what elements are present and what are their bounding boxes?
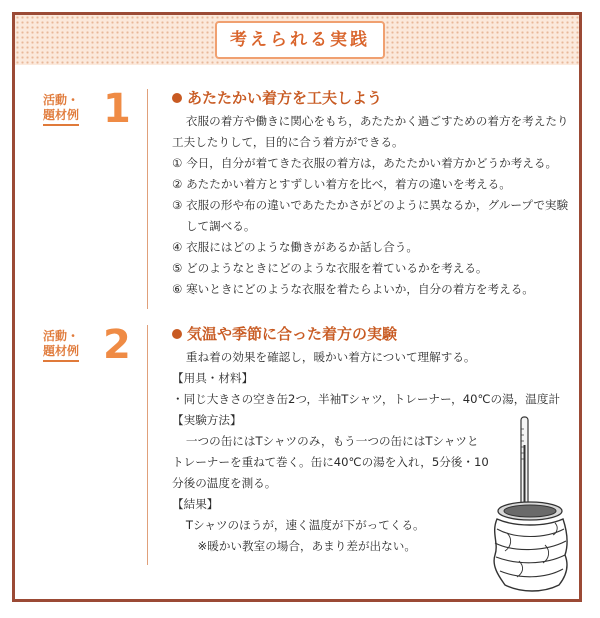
section-heading: 気温や季節に合った着方の実験 (172, 323, 572, 345)
list-item: ③ 衣服の形や布の違いであたたかさがどのように異なるか，グループで実験して調べる。 (172, 198, 569, 233)
tag-line-1: 活動・ (43, 93, 80, 107)
materials-text: ・同じ大きさの空き缶2つ，半袖Tシャツ，トレーナー，40℃の湯，温度計 (172, 392, 561, 406)
method-line: 分後の温度を測る。 (172, 476, 277, 490)
method-label: 【実験方法】 (172, 413, 242, 427)
materials-label: 【用具・材料】 (172, 371, 254, 385)
list-item: ④ 衣服にはどのような働きがあるか話し合う。 (172, 240, 418, 254)
header-band (15, 15, 579, 65)
section-number: 2 (103, 322, 131, 368)
bullet-icon (172, 93, 182, 103)
wrapped-can-illustration (485, 415, 580, 595)
tag-line-2: 題材例 (43, 108, 79, 126)
list-item: ① 今日，自分が着てきた衣服の着方は，あたたかい着方かどうか考える。 (172, 156, 558, 170)
method-line: 一つの缶にはTシャツのみ，もう一つの缶にはTシャツと (185, 434, 479, 448)
activity-tag (43, 93, 101, 126)
section-content (172, 87, 577, 300)
divider-line (147, 89, 148, 309)
page-title: 考えられる実践 (215, 21, 385, 59)
tag-line-1: 活動・ (43, 329, 80, 343)
bullet-icon (172, 329, 182, 339)
divider-line (147, 325, 148, 565)
list-item: ⑤ どのようなときにどのような衣服を着ているかを考える。 (172, 261, 488, 275)
result-label: 【結果】 (172, 497, 219, 511)
note-text: ※暖かい教室の場合，あまり差が出ない。 (197, 539, 416, 553)
section-intro: 重ね着の効果を確認し，暖かい着方について理解する。 (185, 350, 476, 364)
tag-line-2: 題材例 (43, 344, 79, 362)
list-item: ② あたたかい着方とすずしい着方を比べ，着方の違いを考える。 (172, 177, 511, 191)
practice-panel (12, 12, 582, 602)
list-item: ⑥ 寒いときにどのような衣服を着たらよいか，自分の着方を考える。 (172, 282, 534, 296)
activity-tag (43, 329, 101, 362)
method-line: トレーナーを重ねて巻く。缶に40℃の湯を入れ，5分後・10 (172, 455, 489, 469)
section-number: 1 (103, 86, 131, 132)
section-heading: あたたかい着方を工夫しよう (172, 87, 577, 109)
section-intro: 衣服の着方や働きに関心をもち，あたたかく過ごすための着方を考えたり工夫したりして，目的に合う着方ができる。 (172, 114, 569, 149)
result-text: Tシャツのほうが，速く温度が下がってくる。 (185, 518, 425, 532)
